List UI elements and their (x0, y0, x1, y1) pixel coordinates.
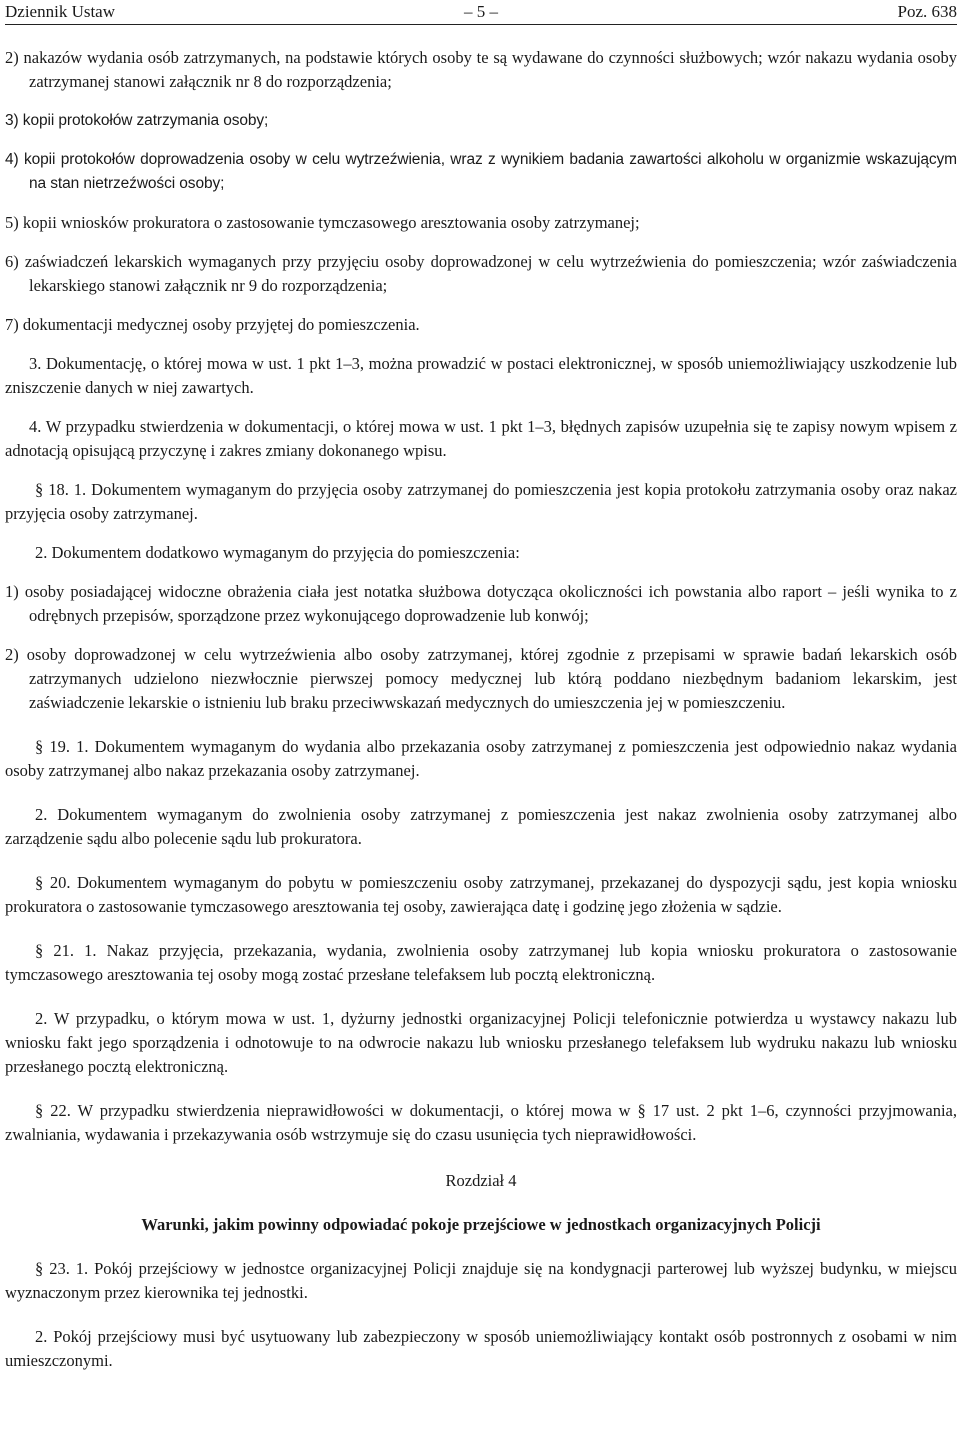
document-body (5, 46, 957, 1373)
list-item: 3) kopii protokołów zatrzymania osoby; (5, 112, 269, 129)
page-number: – 5 – (464, 2, 498, 21)
chapter-title: Warunki, jakim powinny odpowiadać pokoje przejściowe w jednostkach organizacyjnych Policji (141, 1215, 821, 1234)
section-paragraph: § 20. Dokumentem wymaganym do pobytu w pomieszczeniu osoby zatrzymanej, przekazanej do dyspozycji sądu, jest kopia wniosku prokuratora o zastosowanie tymczasowego aresztowania tej osoby, zawierająca datę i godzinę jego złożenia w sądzie. (5, 873, 957, 916)
list-item: 2) nakazów wydania osób zatrzymanych, na podstawie których osoby te są wydawane do czynności służbowych; wzór nakazu wydania osoby zatrzymanej stanowi załącznik nr 8 do rozporządzenia; (5, 48, 957, 91)
list-item: 7) dokumentacji medycznej osoby przyjętej do pomieszczenia. (5, 315, 420, 334)
journal-title: Dziennik Ustaw (5, 2, 116, 21)
paragraph: 4. W przypadku stwierdzenia w dokumentacji, o której mowa w ust. 1 pkt 1–3, błędnych zapisów uzupełnia się te zapisy nowym wpisem z adnotacją opisującą przyczynę i zakres zmiany dokonanego wpisu. (5, 417, 957, 460)
section-paragraph: § 18. 1. Dokumentem wymaganym do przyjęcia osoby zatrzymanej do pomieszczenia jest kopia protokołu zatrzymania osoby oraz nakaz przyjęcia osoby zatrzymanej. (5, 480, 957, 523)
section-paragraph: § 23. 1. Pokój przejściowy w jednostce organizacyjnej Policji znajduje się na kondygnacji parterowej lub wyższej budynku, w miejscu wyznaczonym przez kierownika tej jednostki. (5, 1259, 957, 1302)
list-item: 2) osoby doprowadzonej w celu wytrzeźwienia albo osoby zatrzymanej, której zgodnie z przepisami w sprawie badań lekarskich osób zatrzymanych udzielono niezwłocznie pierwszej pomocy medycznej lub którą poddano niezbędnym badaniom lekarskim, jest zaświadczenie lekarskie o istnieniu lub braku przeciwwskazań medycznych do umieszczenia jej w pomieszczeniu. (5, 645, 957, 712)
section-paragraph: § 19. 1. Dokumentem wymaganym do wydania albo przekazania osoby zatrzymanej z pomieszczenia jest odpowiednio nakaz wydania osoby zatrzymanej albo nakaz przekazania osoby zatrzymanej. (5, 737, 957, 780)
paragraph: 2. Pokój przejściowy musi być usytuowany lub zabezpieczony w sposób uniemożliwiający kontakt osób postronnych z osobami w nim umieszczonymi. (5, 1327, 957, 1370)
section-paragraph: § 22. W przypadku stwierdzenia nieprawidłowości w dokumentacji, o której mowa w § 17 ust. 2 pkt 1–6, czynności przyjmowania, zwalniania, wydawania i przekazywania osób wstrzymuje się do czasu usunięcia tych nieprawidłowości. (5, 1101, 957, 1144)
list-item: 1) osoby posiadającej widoczne obrażenia ciała jest notatka służbowa dotycząca okoliczności ich powstania albo raport – jeśli wynika to z odrębnych przepisów, sporządzone przez wykonującego doprowadzenie lub konwój; (5, 582, 957, 625)
paragraph: 2. Dokumentem wymaganym do zwolnienia osoby zatrzymanej z pomieszczenia jest nakaz zwolnienia osoby zatrzymanej albo zarządzenie sądu albo polecenie sądu lub prokuratora. (5, 805, 957, 848)
list-item: 5) kopii wniosków prokuratora o zastosowanie tymczasowego aresztowania osoby zatrzymanej; (5, 213, 640, 232)
paragraph: 2. Dokumentem dodatkowo wymaganym do przyjęcia do pomieszczenia: (35, 543, 520, 562)
paragraph: 2. W przypadku, o którym mowa w ust. 1, dyżurny jednostki organizacyjnej Policji telefonicznie potwierdza u wystawcy nakazu lub wniosku fakt jego sporządzenia i odnotowuje to na odwrocie nakazu lub wniosku przesłanego telefaksem lub wydruku nakazu lub wniosku przesłanego pocztą elektroniczną. (5, 1009, 957, 1076)
section-paragraph: § 21. 1. Nakaz przyjęcia, przekazania, wydania, zwolnienia osoby zatrzymanej lub kopia wniosku prokuratora o zastosowanie tymczasowego aresztowania tej osoby mogą zostać przesłane telefaksem lub pocztą elektroniczną. (5, 941, 957, 984)
document-page (5, 0, 957, 1373)
list-item: 6) zaświadczeń lekarskich wymaganych przy przyjęciu osoby doprowadzonej w celu wytrzeźwienia do pomieszczenia; wzór zaświadczenia lekarskiego stanowi załącznik nr 9 do rozporządzenia; (5, 252, 957, 295)
position-number: Poz. 638 (897, 2, 957, 21)
chapter-number: Rozdział 4 (445, 1171, 517, 1190)
list-item: 4) kopii protokołów doprowadzenia osoby w celu wytrzeźwienia, wraz z wynikiem badania zawartości alkoholu w organizmie wskazującym na stan nietrzeźwości osoby; (5, 151, 957, 192)
paragraph: 3. Dokumentację, o której mowa w ust. 1 pkt 1–3, można prowadzić w postaci elektronicznej, w sposób uniemożliwiający uszkodzenie lub zniszczenie danych w niej zawartych. (5, 354, 957, 397)
page-header (5, 0, 957, 25)
